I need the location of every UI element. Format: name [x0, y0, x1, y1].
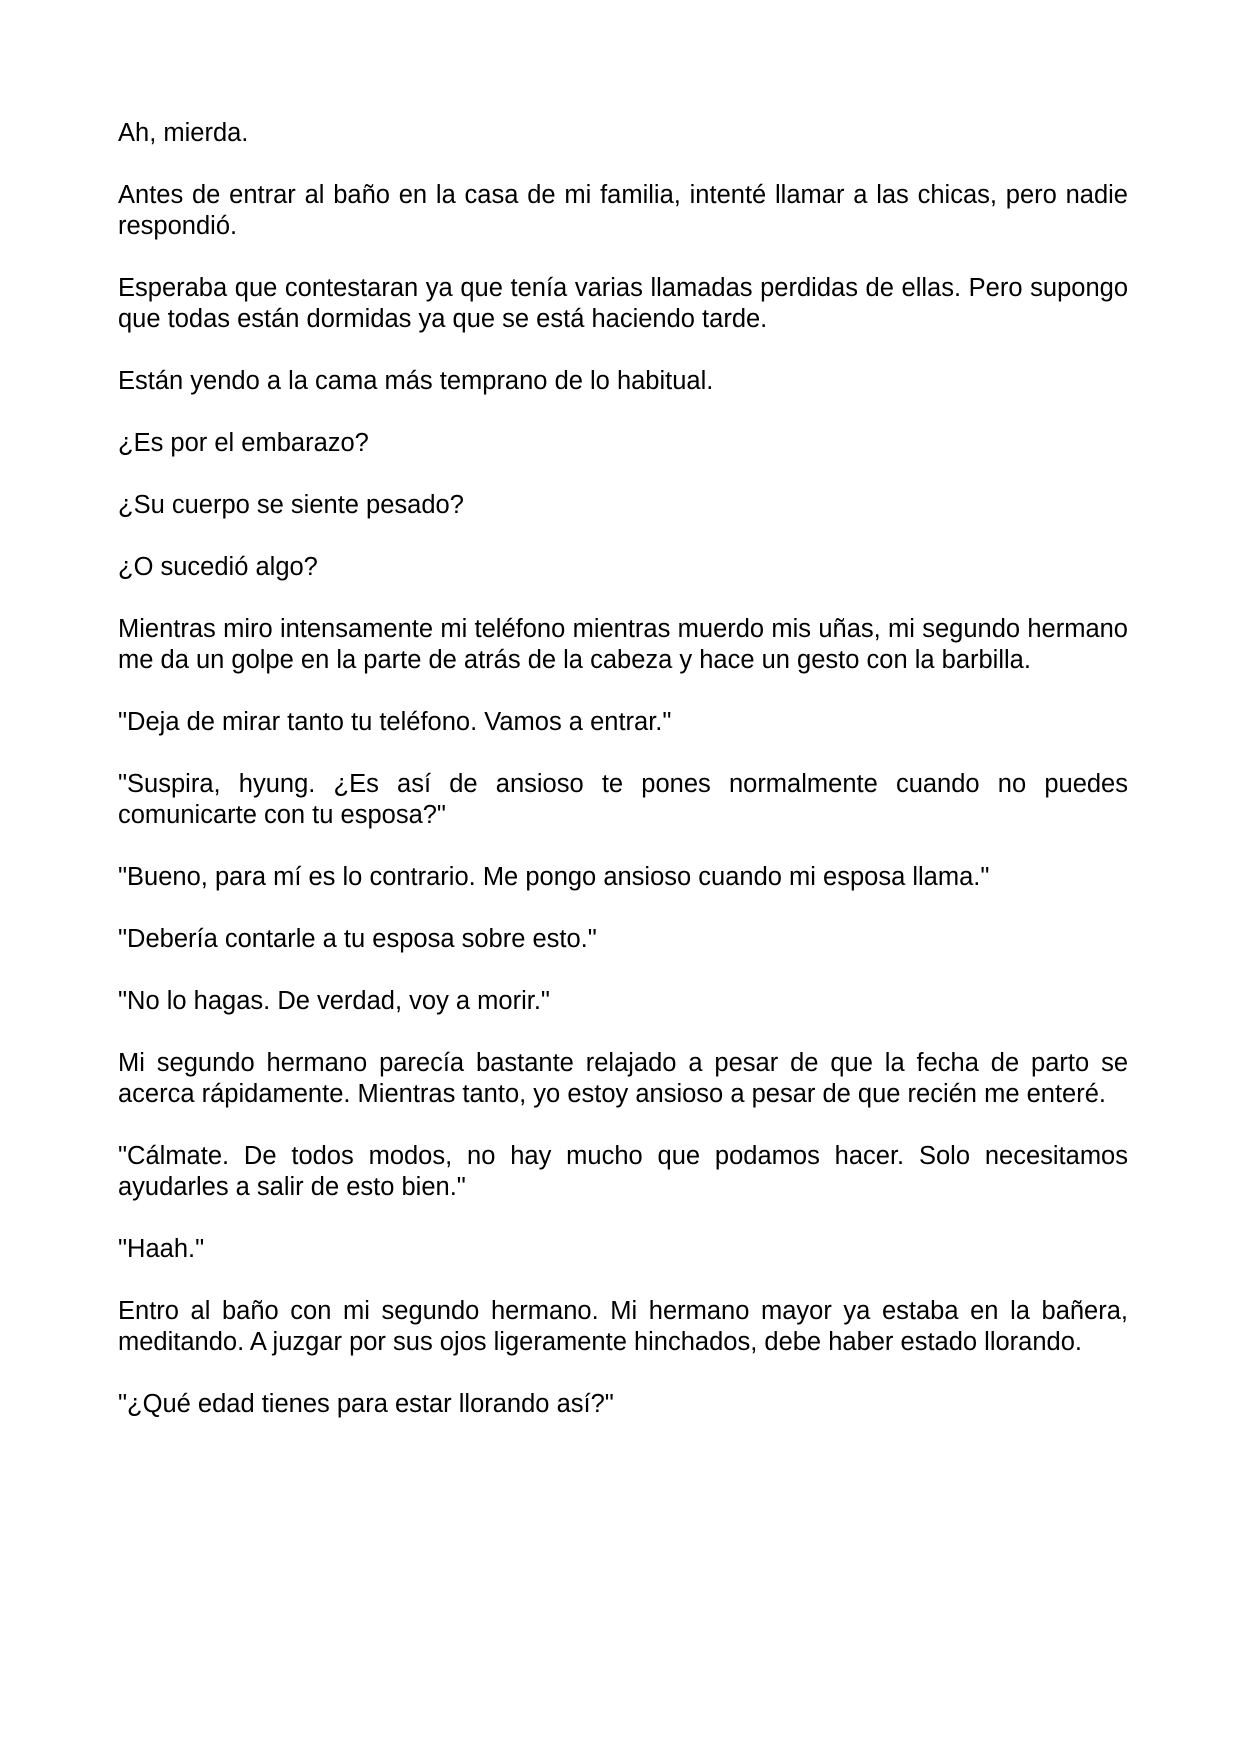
paragraph: Antes de entrar al baño en la casa de mi familia, intenté llamar a las chicas, pero nadie respondió. [118, 181, 1128, 240]
paragraph: ¿O sucedió algo? [118, 553, 318, 581]
paragraph: "Cálmate. De todos modos, no hay mucho que podamos hacer. Solo necesitamos ayudarles a salir de esto bien." [118, 1142, 1128, 1201]
paragraph: ¿Es por el embarazo? [118, 429, 369, 457]
document-body [118, 118, 1128, 1451]
paragraph: "Deja de mirar tanto tu teléfono. Vamos a entrar." [118, 708, 672, 736]
paragraph: Esperaba que contestaran ya que tenía varias llamadas perdidas de ellas. Pero supongo que todas están dormidas ya que se está haciendo tarde. [118, 274, 1128, 333]
paragraph: "Bueno, para mí es lo contrario. Me pongo ansioso cuando mi esposa llama." [118, 863, 990, 891]
paragraph: ¿Su cuerpo se siente pesado? [118, 491, 464, 519]
paragraph: Mi segundo hermano parecía bastante relajado a pesar de que la fecha de parto se acerca rápidamente. Mientras tanto, yo estoy ansioso a pesar de que recién me enteré. [118, 1049, 1128, 1108]
paragraph: Entro al baño con mi segundo hermano. Mi hermano mayor ya estaba en la bañera, meditando. A juzgar por sus ojos ligeramente hinchados, debe haber estado llorando. [118, 1297, 1128, 1356]
paragraph: "No lo hagas. De verdad, voy a morir." [118, 987, 550, 1015]
paragraph: Mientras miro intensamente mi teléfono mientras muerdo mis uñas, mi segundo hermano me da un golpe en la parte de atrás de la cabeza y hace un gesto con la barbilla. [118, 615, 1128, 674]
paragraph: "Haah." [118, 1235, 205, 1263]
paragraph: "Suspira, hyung. ¿Es así de ansioso te pones normalmente cuando no puedes comunicarte con tu esposa?" [118, 770, 1128, 829]
paragraph: Ah, mierda. [118, 119, 249, 147]
paragraph: "Debería contarle a tu esposa sobre esto." [118, 925, 597, 953]
paragraph: Están yendo a la cama más temprano de lo habitual. [118, 367, 714, 395]
paragraph: "¿Qué edad tienes para estar llorando así?" [118, 1390, 614, 1418]
